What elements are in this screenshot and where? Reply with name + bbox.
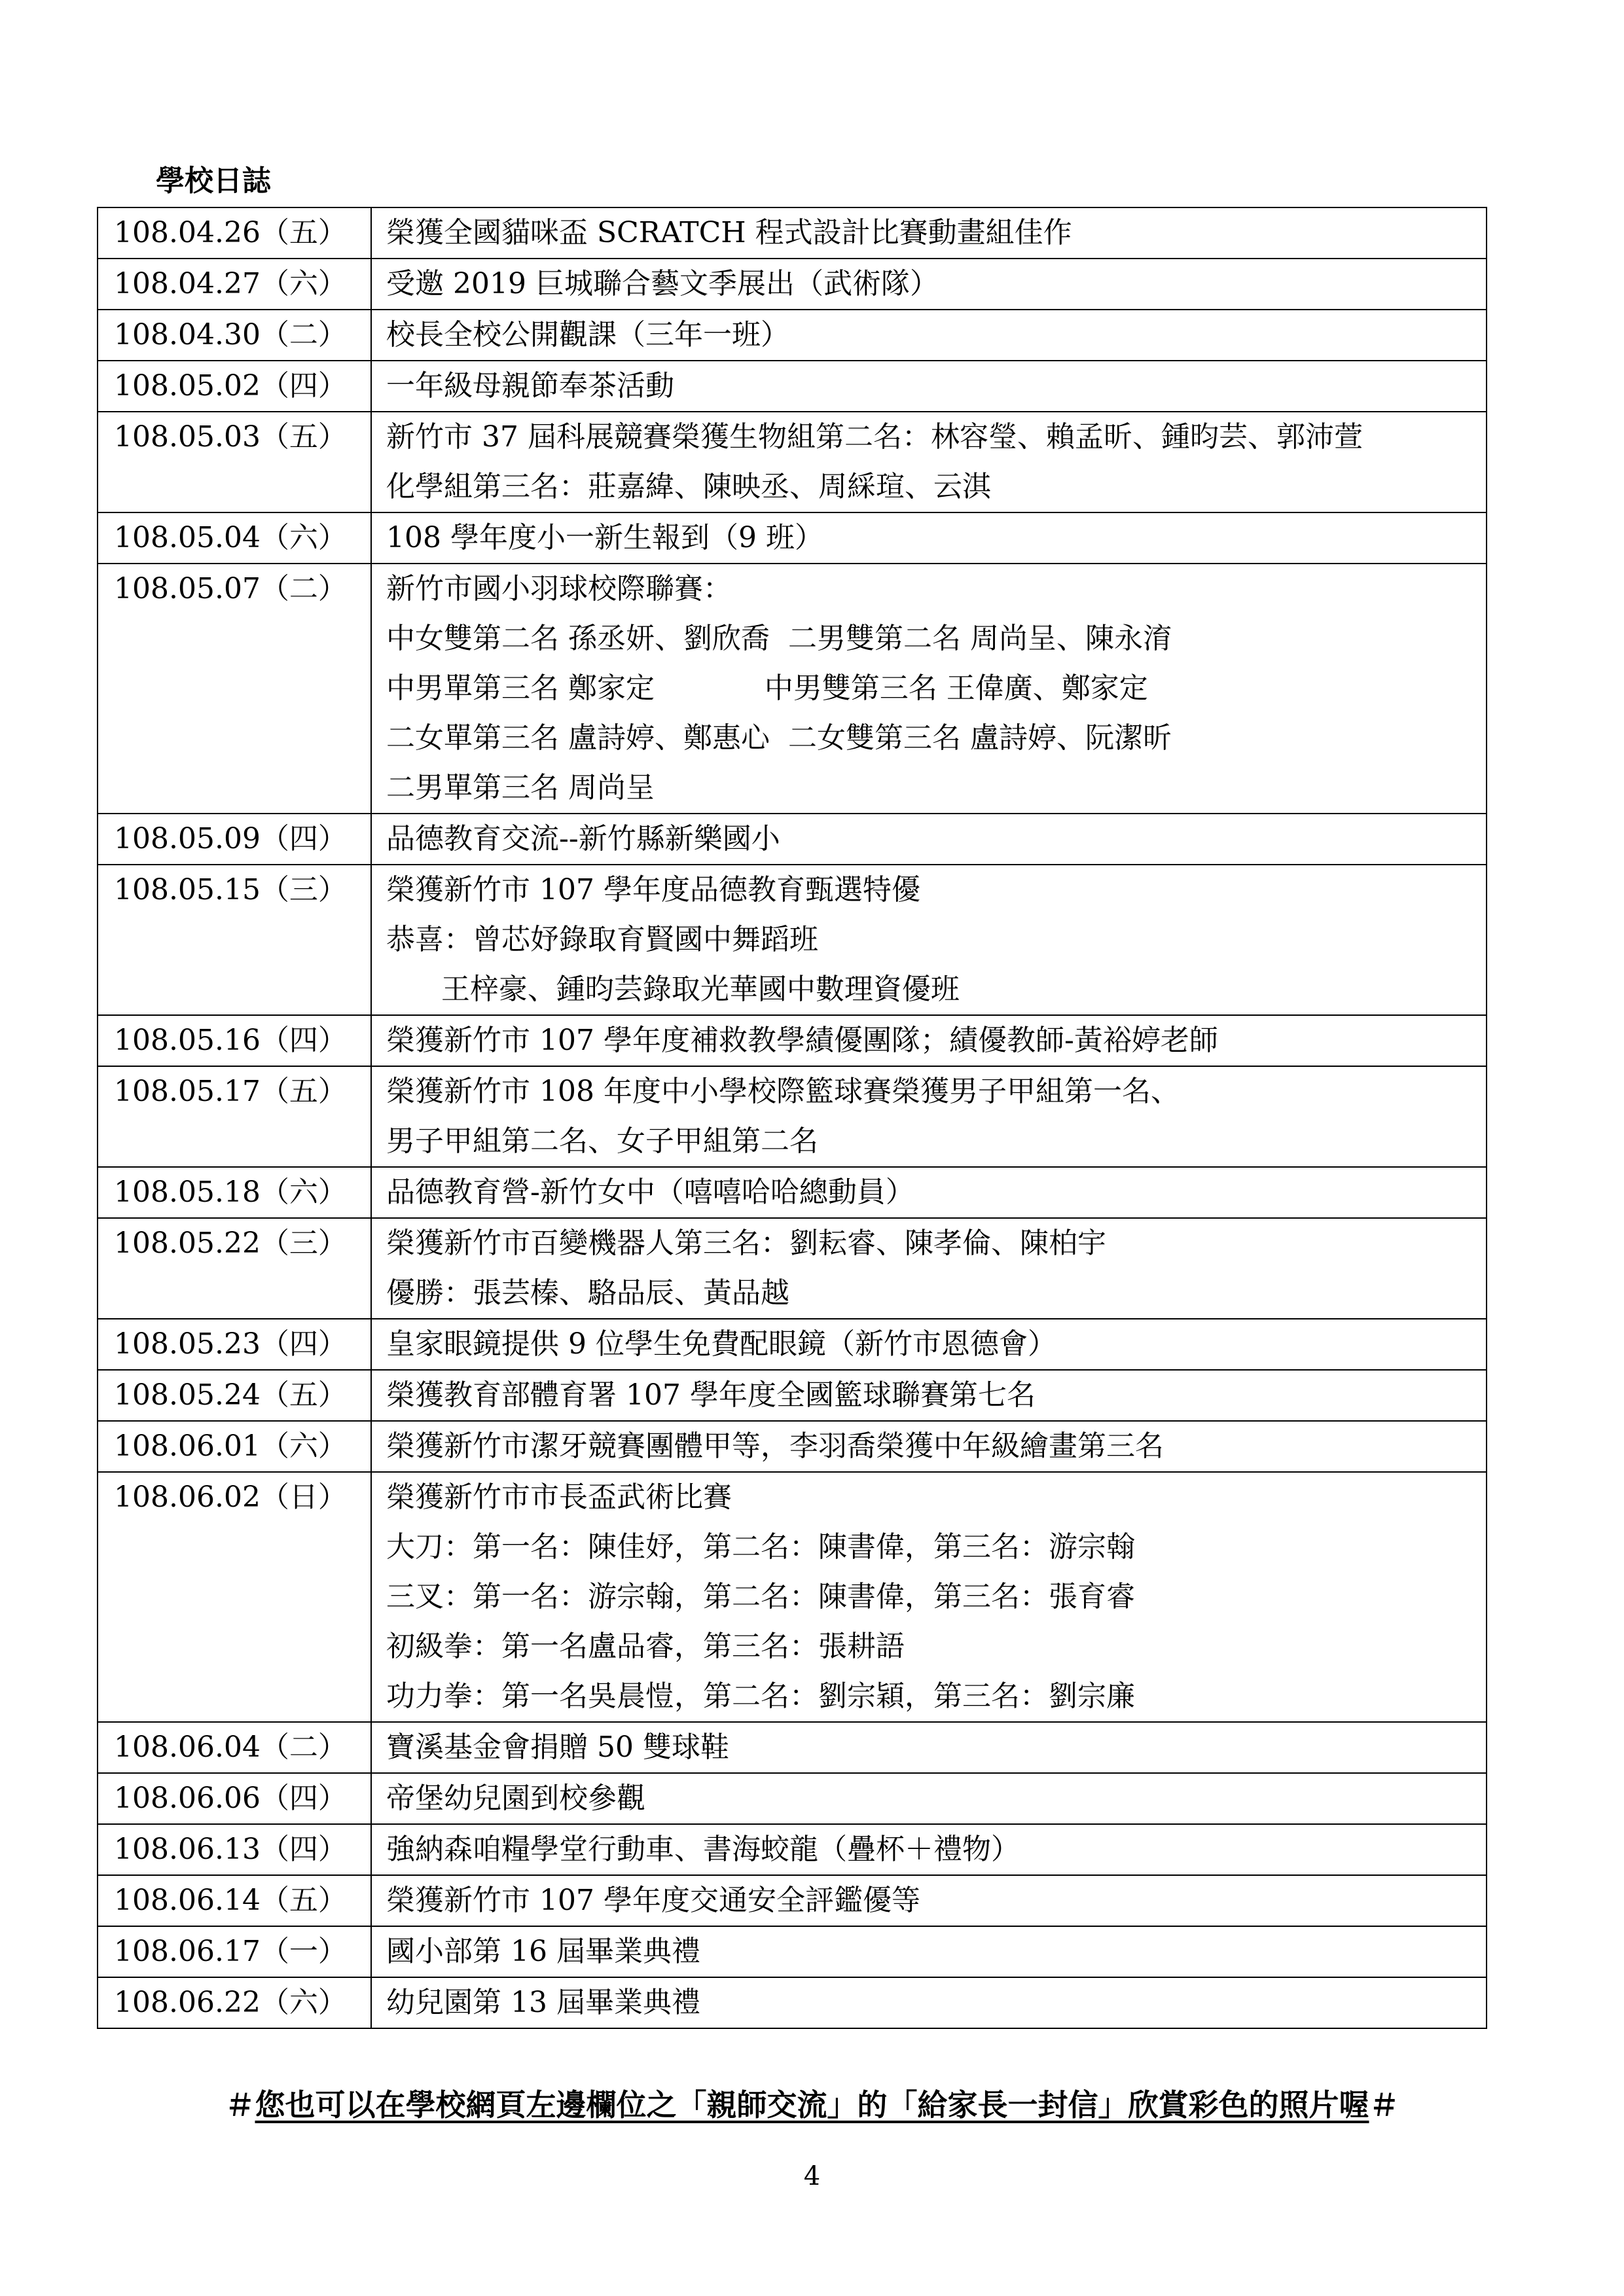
log-description-cell bbox=[371, 1824, 1487, 1875]
log-description-line: 二男單第三名 周尚呈 bbox=[386, 771, 655, 804]
log-date-cell bbox=[98, 512, 371, 564]
log-description-line: 榮獲教育部體育署 107 學年度全國籃球聯賽第七名 bbox=[386, 1378, 1036, 1412]
log-date: 108.06.06（四） bbox=[114, 1782, 347, 1815]
log-description-cell bbox=[371, 865, 1487, 1015]
log-date: 108.06.01（六） bbox=[114, 1429, 347, 1463]
log-date-cell bbox=[98, 1218, 371, 1319]
log-row bbox=[98, 1773, 1487, 1824]
school-log-table bbox=[97, 207, 1487, 2029]
log-date-cell bbox=[98, 1167, 371, 1218]
log-date: 108.05.22（三） bbox=[114, 1227, 347, 1260]
log-date-cell bbox=[98, 1773, 371, 1824]
log-date-cell bbox=[98, 564, 371, 814]
log-date: 108.05.02（四） bbox=[114, 369, 347, 403]
log-description-cell bbox=[371, 1421, 1487, 1472]
log-date: 108.04.30（二） bbox=[114, 318, 347, 351]
log-date: 108.06.22（六） bbox=[114, 1986, 347, 2019]
log-date-cell bbox=[98, 1722, 371, 1773]
log-description-line: 皇家眼鏡提供 9 位學生免費配眼鏡（新竹市恩德會） bbox=[386, 1327, 1056, 1361]
log-description-line: 三叉：第一名：游宗翰，第二名：陳書偉，第三名：張育睿 bbox=[386, 1580, 1135, 1613]
log-date-cell bbox=[98, 1421, 371, 1472]
log-row bbox=[98, 1167, 1487, 1218]
log-row bbox=[98, 1875, 1487, 1926]
log-description-cell bbox=[371, 1218, 1487, 1319]
log-description-line: 男子甲組第二名、女子甲組第二名 bbox=[386, 1124, 818, 1158]
log-description-line: 國小部第 16 屆畢業典禮 bbox=[386, 1935, 700, 1968]
log-row bbox=[98, 361, 1487, 412]
log-date: 108.06.14（五） bbox=[114, 1884, 347, 1917]
log-description-cell bbox=[371, 412, 1487, 512]
log-description-cell bbox=[371, 1319, 1487, 1370]
log-date: 108.05.09（四） bbox=[114, 822, 347, 855]
log-description-line: 二女單第三名 盧詩婷、鄭惠心 二女雙第三名 盧詩婷、阮潔昕 bbox=[386, 721, 1172, 755]
log-date-cell bbox=[98, 1319, 371, 1370]
log-row bbox=[98, 814, 1487, 865]
log-date-cell bbox=[98, 865, 371, 1015]
footer-prefix: ＃ bbox=[225, 2087, 255, 2123]
log-date-cell bbox=[98, 361, 371, 412]
log-date-cell bbox=[98, 207, 371, 259]
log-description-line: 幼兒園第 13 屆畢業典禮 bbox=[386, 1986, 700, 2019]
log-description-cell bbox=[371, 564, 1487, 814]
log-row bbox=[98, 1015, 1487, 1066]
log-description-line: 優勝：張芸榛、駱品辰、黃品越 bbox=[386, 1276, 789, 1310]
log-row bbox=[98, 259, 1487, 310]
footer-note bbox=[0, 2081, 1624, 2125]
log-description-line: 品德教育交流--新竹縣新樂國小 bbox=[386, 822, 780, 855]
log-description-cell bbox=[371, 814, 1487, 865]
log-description-line: 大刀：第一名：陳佳妤，第二名：陳書偉，第三名：游宗翰 bbox=[386, 1530, 1135, 1564]
log-row bbox=[98, 1977, 1487, 2028]
log-description-cell bbox=[371, 1167, 1487, 1218]
footer-suffix: ＃ bbox=[1369, 2087, 1399, 2123]
log-description-line: 榮獲新竹市百變機器人第三名：劉耘睿、陳孝倫、陳柏宇 bbox=[386, 1227, 1106, 1260]
log-row bbox=[98, 207, 1487, 259]
log-row bbox=[98, 1472, 1487, 1722]
log-description-cell bbox=[371, 1066, 1487, 1167]
log-description-line: 一年級母親節奉茶活動 bbox=[386, 369, 674, 403]
school-log-body bbox=[98, 207, 1487, 2028]
log-row bbox=[98, 1722, 1487, 1773]
log-description-line: 品德教育營-新竹女中（嘻嘻哈哈總動員） bbox=[386, 1175, 914, 1209]
footer-text: 您也可以在學校網頁左邊欄位之「親師交流」的「給家長一封信」欣賞彩色的照片喔 bbox=[255, 2087, 1369, 2123]
log-description-line: 寶溪基金會捐贈 50 雙球鞋 bbox=[386, 1731, 729, 1764]
log-date-cell bbox=[98, 1066, 371, 1167]
log-row bbox=[98, 512, 1487, 564]
log-description-line: 榮獲新竹市市長盃武術比賽 bbox=[386, 1480, 732, 1514]
log-description-line: 帝堡幼兒園到校參觀 bbox=[386, 1782, 645, 1815]
log-description-cell bbox=[371, 1926, 1487, 1977]
log-date-cell bbox=[98, 1472, 371, 1722]
log-description-cell bbox=[371, 1875, 1487, 1926]
log-date: 108.06.04（二） bbox=[114, 1731, 347, 1764]
log-date: 108.05.07（二） bbox=[114, 572, 347, 605]
log-row bbox=[98, 865, 1487, 1015]
log-date-cell bbox=[98, 1875, 371, 1926]
log-description-cell bbox=[371, 259, 1487, 310]
log-description-line: 榮獲新竹市 108 年度中小學校際籃球賽榮獲男子甲組第一名、 bbox=[386, 1075, 1180, 1108]
log-description-line: 榮獲新竹市 107 學年度補救教學績優團隊；績優教師-黃裕婷老師 bbox=[386, 1024, 1218, 1057]
log-date: 108.05.15（三） bbox=[114, 873, 347, 906]
log-row bbox=[98, 1421, 1487, 1472]
log-description-line: 中男單第三名 鄭家定 中男雙第三名 王偉廣、鄭家定 bbox=[386, 672, 1148, 705]
log-description-line: 化學組第三名：莊嘉緯、陳映丞、周綵瑄、云淇 bbox=[386, 470, 991, 503]
log-date-cell bbox=[98, 1977, 371, 2028]
log-description-line: 受邀 2019 巨城聯合藝文季展出（武術隊） bbox=[386, 267, 939, 300]
log-description-cell bbox=[371, 361, 1487, 412]
log-date-cell bbox=[98, 259, 371, 310]
log-row bbox=[98, 1319, 1487, 1370]
log-description-line: 榮獲新竹市潔牙競賽團體甲等，李羽喬榮獲中年級繪畫第三名 bbox=[386, 1429, 1164, 1463]
log-date: 108.05.18（六） bbox=[114, 1175, 347, 1209]
log-description-line: 榮獲全國貓咪盃 SCRATCH 程式設計比賽動畫組佳作 bbox=[386, 216, 1072, 249]
log-date: 108.05.17（五） bbox=[114, 1075, 347, 1108]
log-date: 108.05.23（四） bbox=[114, 1327, 347, 1361]
log-description-line: 108 學年度小一新生報到（9 班） bbox=[386, 521, 823, 554]
log-description-line: 王梓豪、鍾昀芸錄取光華國中數理資優班 bbox=[386, 973, 960, 1006]
log-description-cell bbox=[371, 512, 1487, 564]
log-description-line: 新竹市國小羽球校際聯賽： bbox=[386, 572, 732, 605]
log-description-line: 恭喜：曾芯妤錄取育賢國中舞蹈班 bbox=[386, 923, 818, 956]
log-description-line: 功力拳：第一名吳晨愷，第二名：劉宗穎，第三名：劉宗廉 bbox=[386, 1679, 1135, 1713]
log-row bbox=[98, 310, 1487, 361]
log-description-cell bbox=[371, 310, 1487, 361]
log-date: 108.04.27（六） bbox=[114, 267, 347, 300]
log-description-cell bbox=[371, 1977, 1487, 2028]
log-date: 108.05.04（六） bbox=[114, 521, 347, 554]
log-description-cell bbox=[371, 1773, 1487, 1824]
log-description-cell bbox=[371, 1370, 1487, 1421]
log-date-cell bbox=[98, 1824, 371, 1875]
log-date: 108.05.03（五） bbox=[114, 420, 347, 454]
log-description-cell bbox=[371, 1472, 1487, 1722]
log-row bbox=[98, 1824, 1487, 1875]
log-description-line: 中女雙第二名 孫丞妍、劉欣喬 二男雙第二名 周尚呈、陳永淯 bbox=[386, 622, 1172, 655]
log-row bbox=[98, 1370, 1487, 1421]
page-title: 學校日誌 bbox=[156, 164, 271, 198]
log-date: 108.05.24（五） bbox=[114, 1378, 347, 1412]
log-date-cell bbox=[98, 310, 371, 361]
log-row bbox=[98, 412, 1487, 512]
log-description-cell bbox=[371, 207, 1487, 259]
log-row bbox=[98, 564, 1487, 814]
log-description-line: 初級拳：第一名盧品睿，第三名：張耕語 bbox=[386, 1630, 905, 1663]
log-date-cell bbox=[98, 1926, 371, 1977]
page-number: 4 bbox=[803, 2161, 821, 2191]
log-description-line: 榮獲新竹市 107 學年度交通安全評鑑優等 bbox=[386, 1884, 920, 1917]
log-row bbox=[98, 1926, 1487, 1977]
log-row bbox=[98, 1066, 1487, 1167]
log-description-line: 榮獲新竹市 107 學年度品德教育甄選特優 bbox=[386, 873, 920, 906]
log-date: 108.06.02（日） bbox=[114, 1480, 347, 1514]
log-date-cell bbox=[98, 1370, 371, 1421]
log-date-cell bbox=[98, 412, 371, 512]
log-description-cell bbox=[371, 1015, 1487, 1066]
log-date: 108.04.26（五） bbox=[114, 216, 347, 249]
log-date: 108.06.13（四） bbox=[114, 1833, 347, 1866]
log-date: 108.05.16（四） bbox=[114, 1024, 347, 1057]
log-row bbox=[98, 1218, 1487, 1319]
log-description-line: 強納森咱糧學堂行動車、書海蛟龍（疊杯＋禮物） bbox=[386, 1833, 1020, 1866]
log-date: 108.06.17（一） bbox=[114, 1935, 347, 1968]
log-description-line: 新竹市 37 屆科展競賽榮獲生物組第二名：林容瑩、賴孟昕、鍾昀芸、郭沛萱 bbox=[386, 420, 1363, 454]
log-description-line: 校長全校公開觀課（三年一班） bbox=[386, 318, 789, 351]
log-date-cell bbox=[98, 814, 371, 865]
log-description-cell bbox=[371, 1722, 1487, 1773]
log-date-cell bbox=[98, 1015, 371, 1066]
